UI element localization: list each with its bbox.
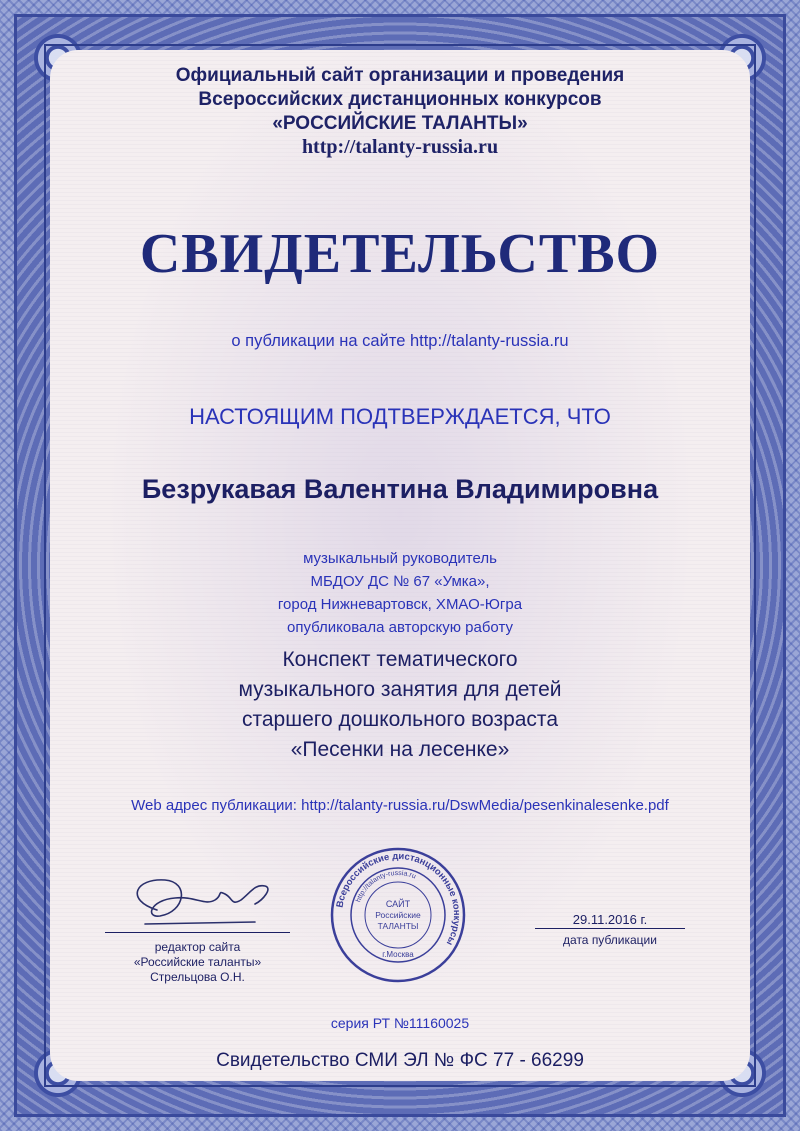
- signature-line: [105, 932, 290, 933]
- work-title-line: Конспект тематического: [282, 648, 518, 671]
- work-title-line: музыкального занятия для детей: [238, 678, 562, 701]
- certificate-subtitle: о публикации на сайте http://talanty-russia.ru: [231, 332, 569, 350]
- signature-caption: [105, 940, 290, 985]
- header-line-1: Официальный сайт организации и проведения: [175, 65, 625, 86]
- date-label: дата публикации: [563, 933, 657, 947]
- certificate-title: СВИДЕТЕЛЬСТВО: [139, 223, 661, 285]
- header-url[interactable]: http://talanty-russia.ru: [301, 136, 499, 158]
- recipient-name: Безрукавая Валентина Владимировна: [141, 474, 659, 504]
- stamp-ring-text: Всероссийские дистанционные конкурсы: [334, 850, 463, 948]
- header-line-3: «РОССИЙСКИЕ ТАЛАНТЫ»: [272, 113, 528, 134]
- signature-scribble: [105, 870, 290, 932]
- date-block: [535, 912, 685, 947]
- detail-line: МБДОУ ДС № 67 «Умка»,: [310, 573, 490, 590]
- stamp-center-1: САЙТ: [385, 899, 411, 909]
- web-address[interactable]: Web адрес публикации: http://talanty-russia.ru/DswMedia/pesenkinalesenke.pdf: [131, 797, 669, 814]
- confirm-line: НАСТОЯЩИМ ПОДТВЕРЖДАЕТСЯ, ЧТО: [189, 404, 611, 429]
- work-title-line: старшего дошкольного возраста: [242, 708, 558, 731]
- signature-person: Стрельцова О.Н.: [150, 970, 245, 984]
- detail-line: опубликовала авторскую работу: [286, 619, 513, 636]
- stamp-center-3: ТАЛАНТЫ: [377, 921, 419, 931]
- stamp-inner-url: http://talanty-russia.ru: [355, 869, 417, 904]
- official-stamp: [328, 845, 468, 985]
- smi-certificate: Свидетельство СМИ ЭЛ № ФС 77 - 66299: [216, 1050, 584, 1071]
- header-line-2: Всероссийских дистанционных конкурсов: [198, 89, 602, 110]
- series-number: серия РТ №11160025: [330, 1015, 470, 1031]
- signature-site: «Российские таланты»: [133, 955, 262, 969]
- publication-date: 29.11.2016 г.: [535, 912, 685, 929]
- detail-line: музыкальный руководитель: [303, 550, 497, 567]
- detail-line: город Нижневартовск, ХМАО-Югра: [277, 596, 523, 613]
- signature-role: редактор сайта: [154, 940, 241, 954]
- stamp-center-2: Российские: [375, 910, 421, 920]
- work-title-line: «Песенки на лесенке»: [290, 738, 510, 761]
- stamp-city: г.Москва: [382, 950, 414, 959]
